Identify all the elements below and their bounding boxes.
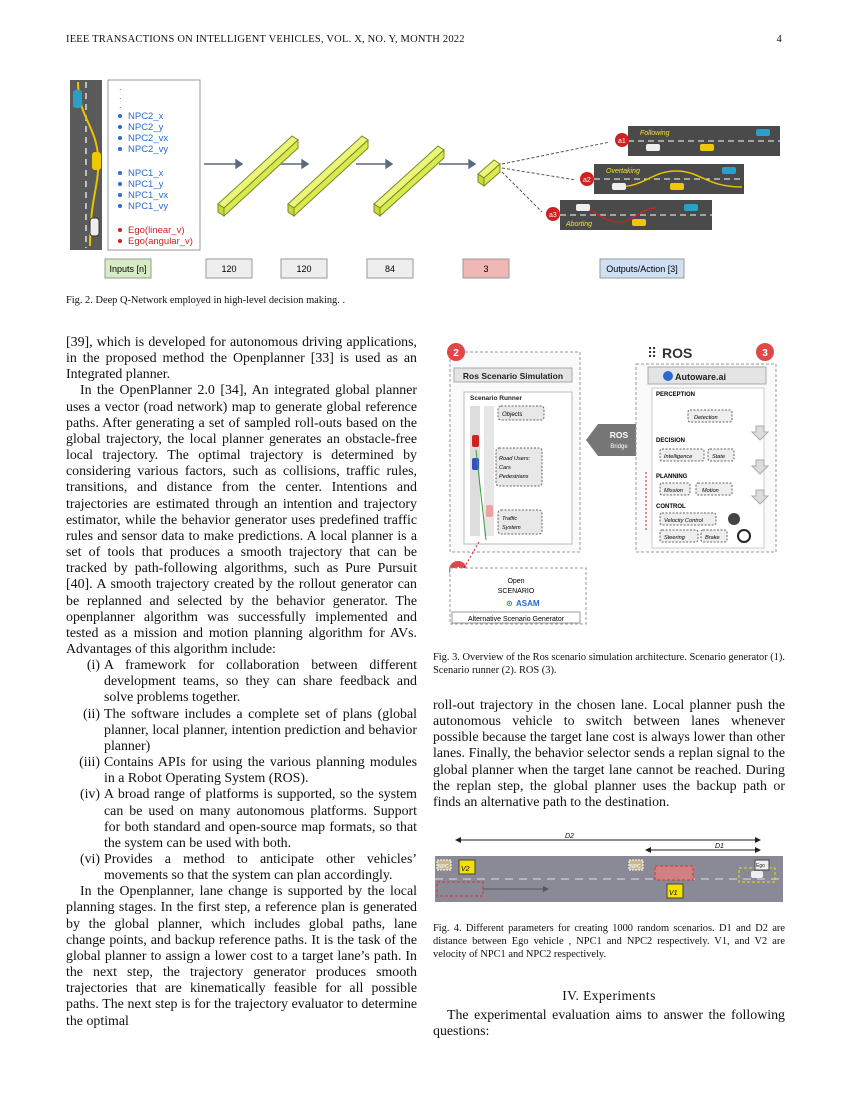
panel-title: Ros Scenario Simulation bbox=[462, 371, 564, 381]
svg-text:SCENARIO: SCENARIO bbox=[497, 588, 535, 595]
layer-bar bbox=[288, 136, 368, 208]
layer-size-label: 120 bbox=[221, 264, 237, 274]
traffic-label: Traffic bbox=[502, 516, 518, 522]
figure-3-caption: Fig. 3. Overview of the Ros scenario simulation architecture. Scenario generator (1). Scenario runner (2). ROS (3). bbox=[433, 652, 785, 676]
planning-label: PLANNING bbox=[656, 474, 688, 480]
perception-label: PERCEPTION bbox=[656, 392, 696, 398]
d1-label: D1 bbox=[715, 843, 724, 850]
svg-text:Velocity Control: Velocity Control bbox=[664, 518, 703, 524]
paragraph: roll-out trajectory in the chosen lane. Local planner push the autonomous vehicle to switch between lanes whenever possible because the target lane cost is always lower than other lanes. Finally, the behavior selector sends a replan signal to the global planner when the target lane cannot be reached. During the replan step, the global planner uses the backup path or finds an alternative path to the destination. bbox=[433, 698, 785, 810]
ros-logo: ⠿ bbox=[647, 345, 659, 361]
figure-4-caption: Fig. 4. Different parameters for creating 1000 random scenarios. D1 and D2 are distance between Ego vehicle , NPC1 and NPC2 respectively. V1, and V2 are velocity of NPC1 and NPC2 respectively. bbox=[433, 923, 785, 960]
action-label: Aborting bbox=[566, 221, 593, 228]
action-label: Following bbox=[640, 130, 670, 137]
road-users-label: Pedestrians bbox=[499, 474, 529, 480]
svg-text:Ego: Ego bbox=[756, 863, 765, 869]
speedometer-icon bbox=[728, 513, 740, 525]
layer-size-label: Outputs/Action [3] bbox=[606, 264, 678, 274]
svg-text:Mission: Mission bbox=[664, 488, 683, 494]
action-label: Overtaking bbox=[606, 168, 640, 175]
feature-label: NPC1_y bbox=[128, 179, 164, 190]
svg-text:Open: Open bbox=[507, 578, 525, 585]
list-item: (ii) The software includes a complete set of plans (global planner, local planner, intention prediction and behavior planner) bbox=[83, 706, 417, 754]
runner-label: Scenario Runner bbox=[470, 395, 523, 402]
figure-3-ros-architecture bbox=[440, 340, 785, 630]
v2-label: V2 bbox=[461, 866, 470, 873]
road-users-label: Road Users: bbox=[499, 456, 531, 462]
asam-logo-icon: ⊙ bbox=[506, 599, 513, 608]
paragraph: [39], which is developed for autonomous driving applications, in the proposed method the Openplanner [33] is used as an Integrated planner. bbox=[66, 335, 417, 383]
running-header: IEEE TRANSACTIONS ON INTELLIGENT VEHICLES, VOL. X, NO. Y, MONTH 2022 bbox=[66, 34, 465, 45]
svg-text:NPC: NPC bbox=[630, 864, 641, 870]
feature-label: NPC2_x bbox=[128, 111, 164, 122]
layer-size-label: 84 bbox=[384, 264, 396, 274]
feature-label: NPC2_vy bbox=[128, 144, 169, 155]
action-symbol: a3 bbox=[549, 212, 557, 219]
svg-text:Brake: Brake bbox=[705, 535, 720, 541]
asam-label: ASAM bbox=[516, 599, 540, 608]
figure-2-caption: Fig. 2. Deep Q-Network employed in high-level decision making. . bbox=[66, 295, 346, 306]
svg-text:ROS: ROS bbox=[609, 430, 629, 440]
figure-2-dqn bbox=[66, 76, 786, 284]
svg-text:NPC: NPC bbox=[438, 864, 449, 870]
svg-text:Steering: Steering bbox=[664, 535, 685, 541]
autoware-title: Autoware.ai bbox=[675, 372, 727, 382]
list-item: (vi) Provides a method to anticipate other vehicles’ movements so that the system can plan accordingly. bbox=[79, 852, 417, 884]
control-label: CONTROL bbox=[656, 504, 686, 510]
ros-title: ROS bbox=[662, 345, 693, 361]
action-aborting bbox=[546, 200, 712, 230]
svg-text:3: 3 bbox=[762, 348, 768, 359]
layer-bar bbox=[374, 146, 444, 208]
svg-text:Motion: Motion bbox=[702, 488, 719, 494]
right-column-bottom bbox=[433, 1008, 785, 1040]
paragraph: The experimental evaluation aims to answer the following questions: bbox=[433, 1008, 785, 1040]
alt-generator-label: Alternative Scenario Generator bbox=[467, 616, 565, 623]
page-number: 4 bbox=[776, 34, 782, 45]
feature-label: NPC2_y bbox=[128, 122, 164, 133]
feature-label: NPC1_vx bbox=[128, 190, 169, 201]
svg-text:Intelligence: Intelligence bbox=[664, 454, 693, 460]
action-overtaking bbox=[580, 164, 744, 194]
svg-text:.: . bbox=[119, 82, 122, 92]
advantages-list bbox=[66, 658, 417, 884]
list-item: (iv) A broad range of platforms is supported, so the system can be used on many autonomous platforms. Support for both standard and open-source map formats, so that the system can be used with both. bbox=[79, 787, 417, 851]
objects-label: Objects bbox=[502, 412, 523, 418]
road-users-label: Cars bbox=[499, 465, 511, 471]
feature-label: Ego(linear_v) bbox=[128, 225, 185, 236]
svg-text:State: State bbox=[712, 454, 726, 460]
feature-label: NPC2_vx bbox=[128, 133, 169, 144]
ego-car bbox=[90, 218, 99, 236]
feature-label: NPC1_x bbox=[128, 168, 164, 179]
v1-label: V1 bbox=[669, 890, 678, 897]
svg-text:Detection: Detection bbox=[694, 415, 718, 421]
feature-label: NPC1_vy bbox=[128, 201, 169, 212]
decision-label: DECISION bbox=[656, 438, 686, 444]
figure-4-parameters bbox=[433, 830, 785, 908]
paragraph: In the OpenPlanner 2.0 [34], An integrated global planner uses a vector (road network) map to generate global reference paths. After generating a set of sampled roll-outs based on the global trajectory, the local planner generates an obstacle-free local trajectory. The optimal trajectory is determined by considering various factors, such as collisions, traffic rules, transitions, and distance from the center. Intentions and trajectories are estimated through an intention and trajectory estimator, while the behavior generator uses predefined traffic rules and sensor data to make predictions. A local planner is a set of tools that produces a smooth trajectory that can be tracked by path-following algorithms, such as Pure Pursuit [40]. A smooth trajectory created by the rollout generator can be replanned and selected by the behavior generator. The openplanner algorithm was successfully implemented and tested as a mission and motion planning algorithm for AVs. Advantages of this algorithm include: bbox=[66, 383, 417, 657]
layer-size-label: 3 bbox=[483, 264, 489, 274]
d2-label: D2 bbox=[565, 833, 574, 840]
layer-bar bbox=[218, 136, 298, 208]
list-item: (iii) Contains APIs for using the various planning modules in a Robot Operating System (ROS). bbox=[79, 755, 417, 787]
layer-size-label: Inputs [n] bbox=[109, 264, 147, 274]
action-following bbox=[615, 126, 780, 156]
npc1-car bbox=[92, 152, 101, 170]
action-symbol: a1 bbox=[618, 138, 626, 145]
paragraph: In the Openplanner, lane change is supported by the local planning stages. In the first step, a reference plan is generated by the global planner, which includes global paths, lane change points, and backup reference paths. It is the task of the global planner to assign a lower cost to a target lane’s path. In the next step, the trajectory generator produces smooth trajectories that are kinematically feasible for all possible paths. The next step is for the trajectory evaluator to determine the optimal bbox=[66, 884, 417, 1029]
list-item: (i) A framework for collaboration between different development teams, so they can share feedback and solve problems together. bbox=[86, 658, 417, 706]
traffic-label: System bbox=[502, 525, 521, 531]
npc2-car bbox=[73, 90, 82, 108]
feature-label: Ego(angular_v) bbox=[128, 236, 193, 247]
layer-size-label: 120 bbox=[296, 264, 312, 274]
svg-text:.: . bbox=[119, 91, 122, 101]
svg-text:.: . bbox=[119, 100, 122, 110]
svg-text:Bridge: Bridge bbox=[610, 444, 628, 450]
left-column bbox=[66, 335, 417, 1030]
section-heading: IV. Experiments bbox=[562, 988, 656, 1003]
right-column bbox=[433, 698, 785, 811]
action-symbol: a2 bbox=[583, 177, 591, 184]
svg-text:2: 2 bbox=[453, 348, 459, 359]
